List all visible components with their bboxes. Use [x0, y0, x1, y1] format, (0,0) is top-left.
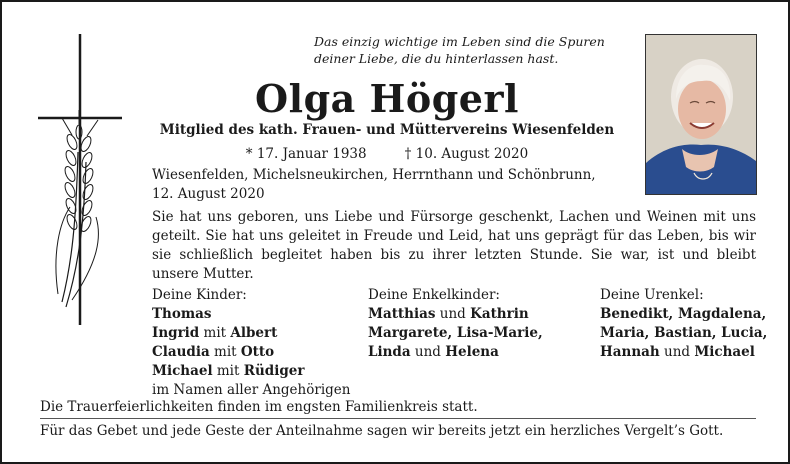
grandchildren-heading: Deine Enkelkinder:: [368, 287, 500, 303]
great-grandchildren-heading: Deine Urenkel:: [600, 287, 704, 303]
connector-text: und: [410, 344, 446, 360]
family-name-line: [600, 343, 770, 362]
great-grandchildren-column: [600, 286, 770, 362]
family-name-line: [152, 305, 362, 324]
thanks-note: Für das Gebet und jede Geste der Anteilnahme sagen wir bereits jetzt ein herzliches Vergelt’s Gott.: [40, 423, 724, 439]
connector-text: und: [659, 344, 695, 360]
place-and-date: [152, 166, 632, 204]
family-name-line: [368, 324, 583, 343]
family-name-line: [152, 362, 362, 381]
deceased-name: Olga Högerl: [255, 76, 519, 121]
family-name: Margarete, Lisa-Marie,: [368, 325, 543, 341]
family-name-line: [152, 324, 362, 343]
portrait-image: [646, 35, 756, 194]
grandchildren-column: [368, 286, 583, 362]
motto-line: Das einzig wichtige im Leben sind die Spuren: [314, 34, 605, 49]
cross-with-wheat-icon: [32, 32, 128, 327]
family-name: Michael: [694, 344, 755, 360]
motto-line: deiner Liebe, die du hinterlassen hast.: [314, 51, 559, 66]
membership-line: Mitglied des kath. Frauen- und Müttervereins Wiesenfelden: [159, 122, 615, 138]
motto: [314, 33, 644, 67]
family-name: Claudia: [152, 344, 210, 360]
family-name-line: [368, 343, 583, 362]
family-name-line: [600, 324, 770, 343]
family-name: Linda: [368, 344, 411, 360]
family-name-line: [600, 305, 770, 324]
life-dates: [152, 146, 622, 162]
connector-text: im Namen aller Angehörigen: [152, 382, 351, 398]
connector-text: mit: [199, 325, 231, 341]
family-name: Maria, Bastian, Lucia,: [600, 325, 768, 341]
funeral-note: Die Trauerfeierlichkeiten finden im engsten Familienkreis statt.: [40, 399, 478, 415]
family-name-line: [368, 305, 583, 324]
connector-text: und: [435, 306, 471, 322]
family-name: Otto: [240, 344, 275, 360]
family-name-line: [152, 381, 362, 400]
family-name: Rüdiger: [243, 363, 305, 379]
family-name: Thomas: [152, 306, 212, 322]
connector-text: mit: [212, 363, 244, 379]
family-name: Ingrid: [152, 325, 200, 341]
family-name: Albert: [230, 325, 278, 341]
children-heading: Deine Kinder:: [152, 287, 247, 303]
family-name: Hannah: [600, 344, 660, 360]
children-column: [152, 286, 362, 400]
portrait-photo: [645, 34, 757, 195]
great-grandchildren-list: [600, 305, 770, 362]
divider: [40, 418, 756, 419]
family-name: Michael: [152, 363, 213, 379]
places-line: Wiesenfelden, Michelsneukirchen, Herrnthann und Schönbrunn,: [152, 167, 596, 183]
family-name: Helena: [445, 344, 499, 360]
death-date: † 10. August 2020: [404, 146, 529, 162]
family-name: Benedikt, Magdalena,: [600, 306, 767, 322]
family-name: Matthias: [368, 306, 436, 322]
children-list: [152, 305, 362, 400]
grandchildren-list: [368, 305, 583, 362]
tribute-text: Sie hat uns geboren, uns Liebe und Fürsorge geschenkt, Lachen und Weinen mit uns geteilt. Sie hat uns geleitet in Freude und Leid, hat uns geprägt für das Leben, bis wir sie schließlich begleitet haben bis zu ihrer letzten Stunde. Sie war, ist und bleibt unsere Mutter.: [152, 209, 756, 282]
family-name: Kathrin: [470, 306, 529, 322]
connector-text: mit: [209, 344, 241, 360]
birth-date: * 17. Januar 1938: [245, 146, 367, 162]
family-name-line: [152, 343, 362, 362]
date-line: 12. August 2020: [152, 186, 265, 202]
